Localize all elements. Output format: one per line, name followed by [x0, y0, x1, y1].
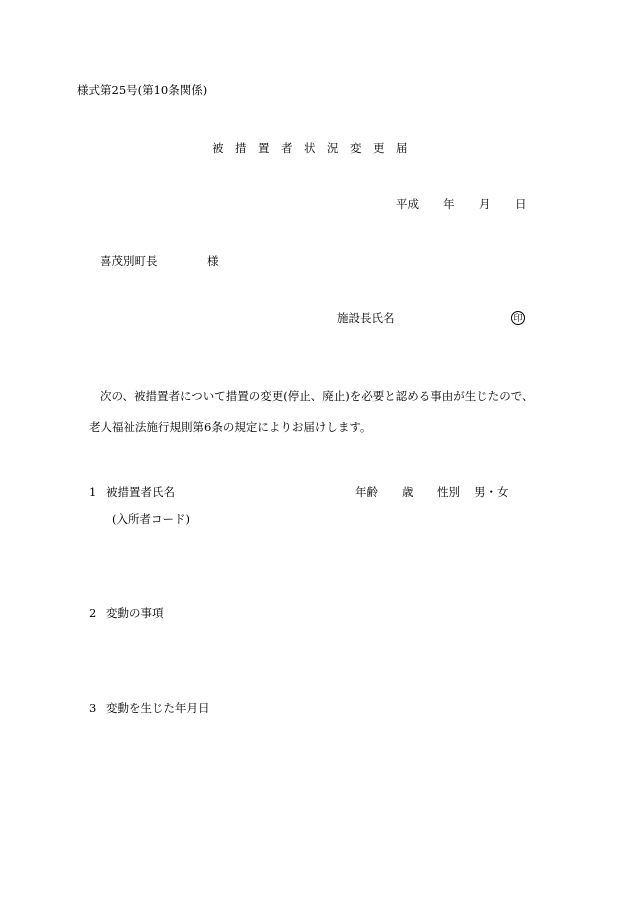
item-1-label: 被措置者氏名: [106, 485, 175, 499]
addressee-name: 喜茂別町長: [100, 254, 158, 268]
gender-label: 性別: [437, 485, 460, 499]
seal-mark: 印: [511, 311, 525, 325]
gender-options: 男・女: [474, 485, 509, 499]
item-3-label: 変動を生じた年月日: [106, 701, 210, 715]
form-number: 様式第25号(第10条関係): [77, 83, 208, 97]
body-line-1: 次の、被措置者について措置の変更(停止、廃止)を必要と認める事由が生じたので、: [100, 389, 534, 403]
date-day-unit: 日: [515, 197, 527, 211]
date-month-unit: 月: [479, 197, 491, 211]
item-1-number: 1: [89, 485, 97, 499]
date-year-unit: 年: [443, 197, 455, 211]
facility-head-label: 施設長氏名: [337, 311, 395, 325]
addressee-honorific: 様: [207, 254, 219, 268]
age-unit: 歳: [402, 485, 414, 499]
item-2-number: 2: [89, 606, 97, 620]
resident-code-label: (入所者コード): [112, 512, 190, 526]
age-label: 年齢: [355, 485, 378, 499]
date-era: 平成: [396, 197, 419, 211]
item-2-label: 変動の事項: [106, 606, 164, 620]
body-line-2: 老人福祉法施行規則第6条の規定によりお届けします。: [89, 420, 372, 434]
item-3-number: 3: [89, 701, 97, 715]
page-title: 被 措 置 者 状 況 変 更 届: [212, 141, 408, 155]
